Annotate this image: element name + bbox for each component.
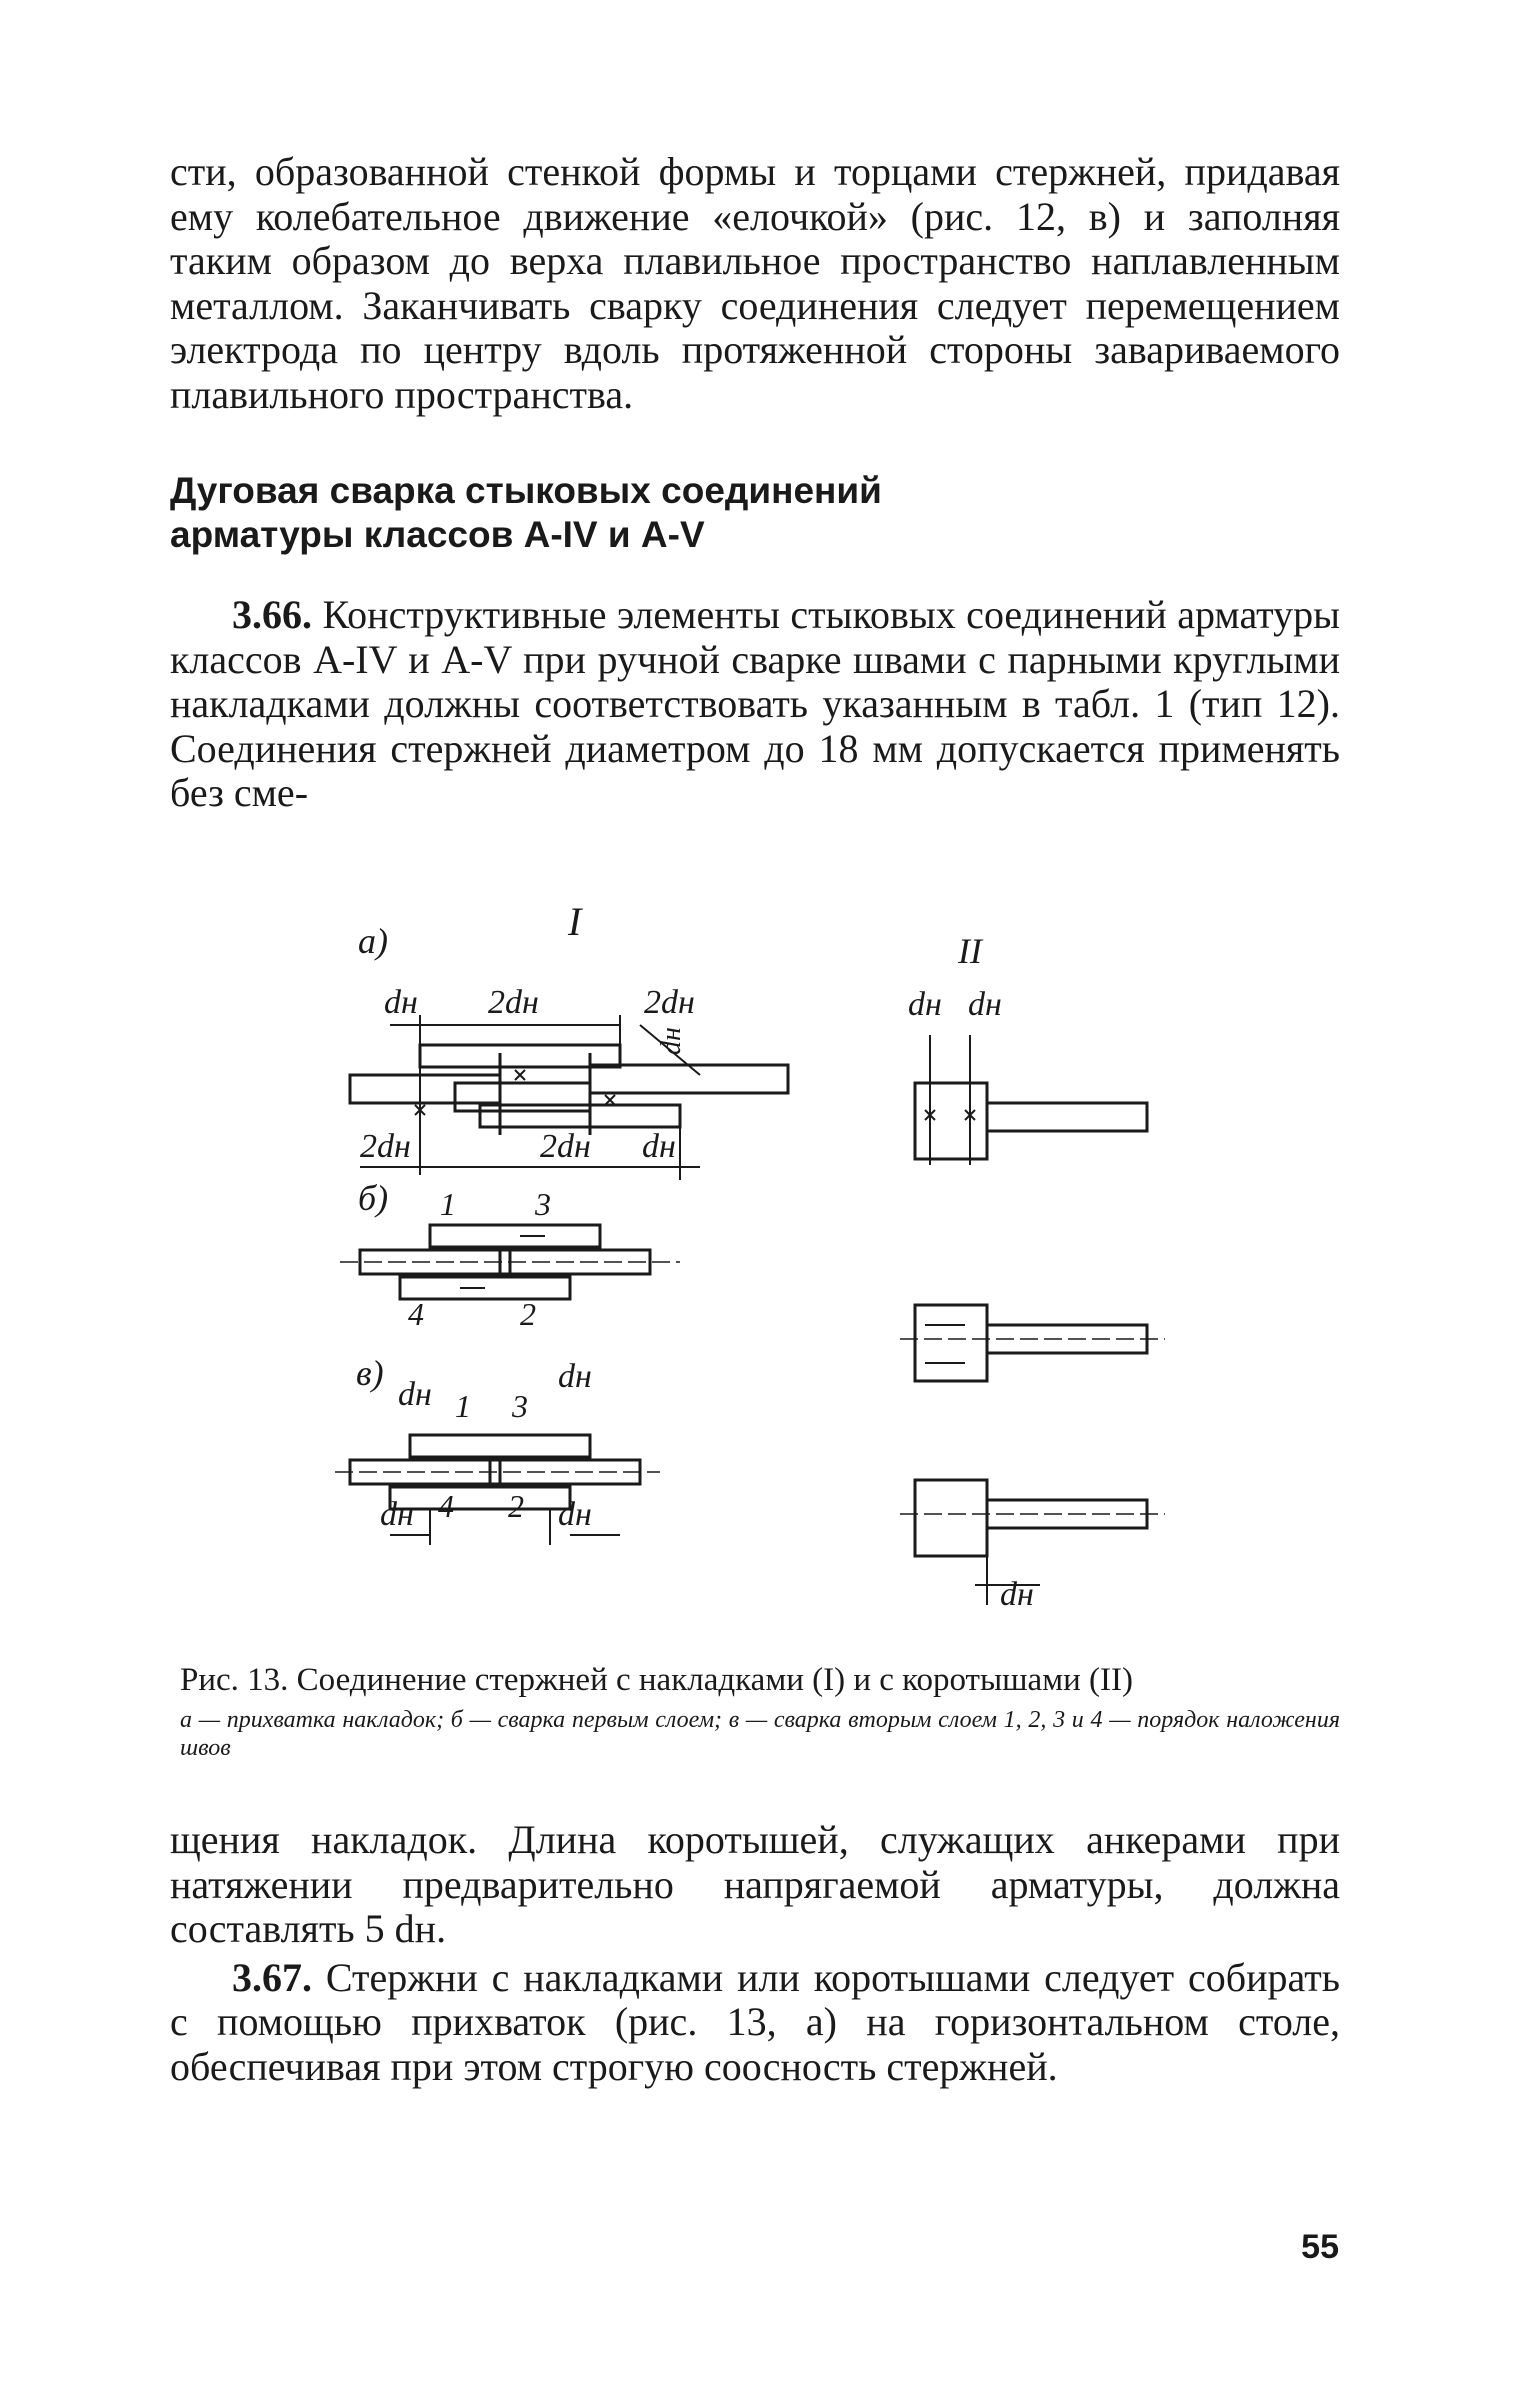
label-b: б) <box>358 1178 389 1218</box>
label-2dn-a4: 2dн <box>540 1128 591 1165</box>
short-bar-a <box>915 1083 987 1159</box>
label-dn-II3: dн <box>1000 1576 1034 1613</box>
label-4-v: 4 <box>438 1488 454 1524</box>
plate-bottom-a <box>480 1105 680 1127</box>
label-2dn-a2: 2dн <box>644 984 695 1021</box>
label-dn-II1: dн <box>908 986 942 1023</box>
label-dn-v1: dн <box>398 1376 432 1413</box>
label-dn-v3: dн <box>380 1496 414 1533</box>
label-2-v: 2 <box>508 1488 524 1524</box>
figure-13 <box>320 905 1220 1635</box>
section-3-66-number: 3.66. <box>232 592 312 637</box>
rod-right-a <box>590 1065 788 1093</box>
label-3-b: 3 <box>535 1186 551 1222</box>
label-II: II <box>958 931 982 971</box>
section-3-66-text: Конструктивные элементы стыковых соединений арматуры классов А-IV и А-V при ручной сварке швами с парными круглыми накладками должны соответствовать указанным в табл. 1 (тип 12). Соединения стержней диаметром до 18 мм допускается применять без сме- <box>170 592 1341 815</box>
label-1-b: 1 <box>440 1186 456 1222</box>
caption-main: Рис. 13. Соединение стержней с накладками (I) и с коротышами (II) <box>180 1662 1133 1698</box>
label-2dn-a1: 2dн <box>488 984 539 1021</box>
plate-top-b <box>430 1225 600 1247</box>
caption-legend: а — прихватка накладок; б — сварка первым слоем; в — сварка вторым слоем 1, 2, 3 и 4 — порядок наложения швов <box>180 1707 1340 1761</box>
label-dn-a-vert: dн <box>656 1027 687 1055</box>
section-3-67 <box>170 1956 1340 2090</box>
label-1-v: 1 <box>455 1388 471 1424</box>
label-I: I <box>568 905 582 944</box>
label-dn-v2: dн <box>558 1358 592 1395</box>
short-bar-v <box>915 1480 987 1556</box>
section-heading <box>170 469 1340 557</box>
label-dn-a1: dн <box>384 984 418 1021</box>
label-v: в) <box>356 1353 384 1393</box>
page-body <box>170 150 1340 816</box>
label-3-v: 3 <box>512 1388 528 1424</box>
label-a: а) <box>358 921 388 961</box>
label-dn-II2: dн <box>968 986 1002 1023</box>
plate-bottom-v <box>390 1487 570 1509</box>
section-3-66 <box>170 593 1340 816</box>
label-2dn-a3: 2dн <box>360 1128 411 1165</box>
label-2-b: 2 <box>520 1296 536 1332</box>
section-3-67-text: Стержни с накладками или коротышами следует собирать с помощью прихваток (рис. 13, а) на горизонтальном столе, обеспечивая при этом строгую соосность стержней. <box>170 1954 1341 2089</box>
page-number: 55 <box>1301 2228 1339 2266</box>
rod-left-a <box>350 1075 500 1103</box>
plate-top-v <box>410 1435 590 1457</box>
heading-line-2: арматуры классов А-IV и А-V <box>170 514 705 555</box>
label-4-b: 4 <box>408 1296 424 1332</box>
label-dn-v4: dн <box>558 1496 592 1533</box>
rod-II-a <box>987 1103 1147 1131</box>
heading-line-1: Дуговая сварка стыковых соединений <box>170 470 882 511</box>
paragraph-continue: щения накладок. Длина коротышей, служащих анкерами при натяжении предварительно напрягаемой арматуры, должна составлять 5 dн. <box>170 1817 1340 1951</box>
page-body-bottom <box>170 1818 1340 2089</box>
paragraph-top: сти, образованной стенкой формы и торцами стержней, придавая ему колебательное движение «елочкой» (рис. 12, в) и заполняя таким образом до верха плавильное пространство наплавленным металлом. Заканчивать сварку соединения следует перемещением электрода по центру вдоль протяженной стороны завариваемого плавильного пространства. <box>170 149 1340 417</box>
figure-caption <box>180 1660 1340 1762</box>
short-bar-b <box>915 1305 987 1381</box>
section-3-67-number: 3.67. <box>232 1954 312 2000</box>
figure-13-drawing <box>320 905 1220 1635</box>
label-dn-a2: dн <box>642 1128 676 1165</box>
